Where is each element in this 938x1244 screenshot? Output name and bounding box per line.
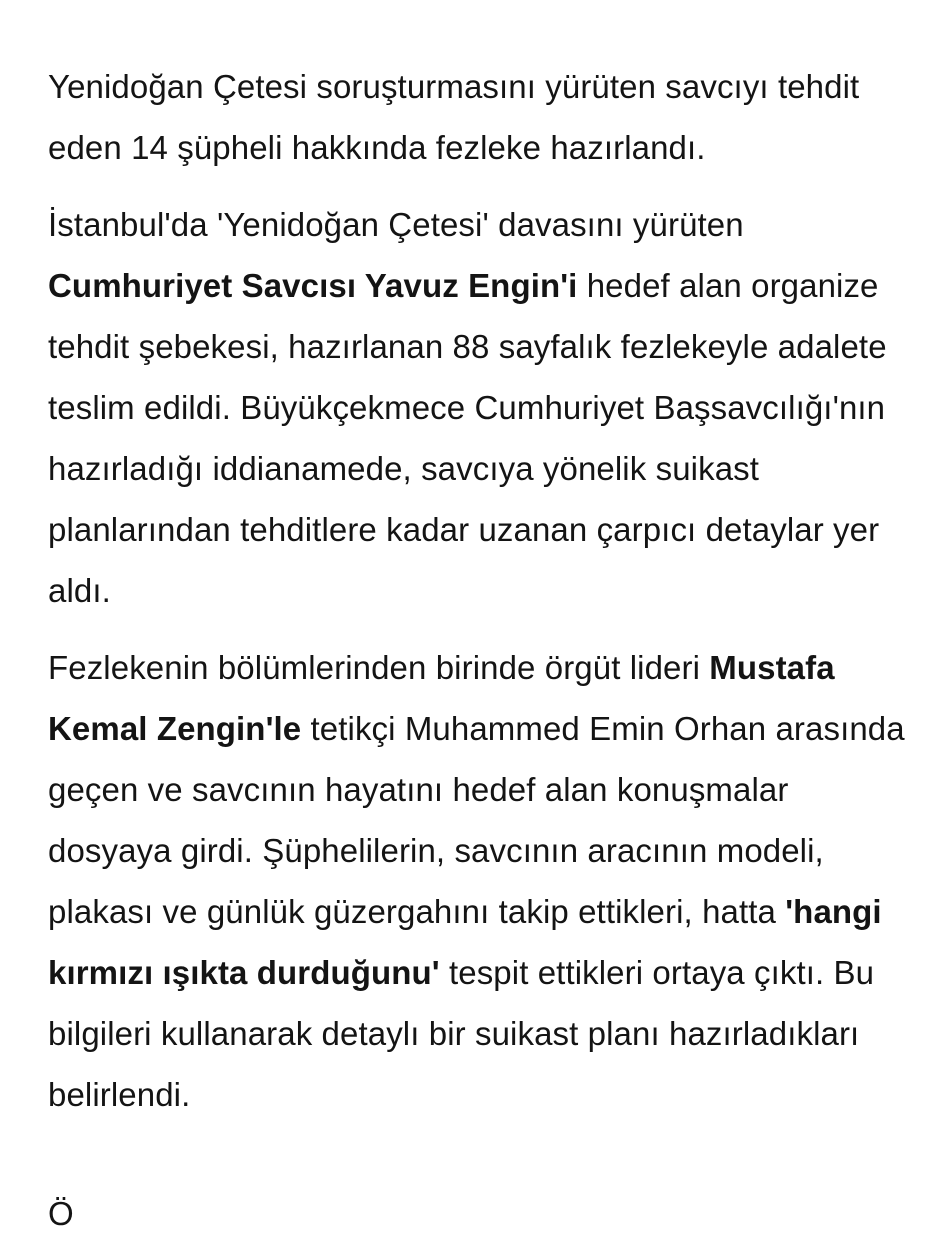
cutoff-next-paragraph: Ö	[48, 1195, 74, 1232]
bold-phrase-red-light: 'hangi kırmızı ışıkta durduğunu'	[48, 893, 882, 991]
paragraph-text: hedef alan organize tehdit şebekesi, hazırlanan 88 sayfalık fezlekeyle adalete teslim edildi. Büyükçekmece Cumhuriyet Başsavcılığı'nın hazırladığı iddianamede, savcıya yönelik suikast planlarından tehditlere kadar uzanan çarpıcı detaylar yer aldı.	[48, 267, 887, 609]
paragraph-indictment	[48, 637, 918, 1125]
paragraph-text: Yenidoğan Çetesi soruşturmasını yürüten savcıyı tehdit eden 14 şüpheli hakkında fezleke hazırlandı.	[48, 68, 860, 166]
bold-phrase-prosecutor-name: Cumhuriyet Savcısı Yavuz Engin'i	[48, 267, 578, 304]
article-body	[48, 56, 918, 1141]
paragraph-prosecutor	[48, 194, 918, 621]
bold-phrase-leader-name: Mustafa Kemal Zengin'le	[48, 649, 835, 747]
paragraph-text: tetikçi Muhammed Emin Orhan arasında geçen ve savcının hayatını hedef alan konuşmalar dosyaya girdi. Şüphelilerin, savcının aracının modeli, plakası ve günlük güzergahını takip ettikleri, hatta	[48, 710, 905, 930]
paragraph-text: İstanbul'da 'Yenidoğan Çetesi' davasını yürüten	[48, 206, 744, 243]
paragraph-text: Fezlekenin bölümlerinden birinde örgüt lideri	[48, 649, 710, 686]
paragraph-headline	[48, 56, 918, 178]
paragraph-text: tespit ettikleri ortaya çıktı. Bu bilgileri kullanarak detaylı bir suikast planı hazırladıkları belirlendi.	[48, 954, 875, 1113]
